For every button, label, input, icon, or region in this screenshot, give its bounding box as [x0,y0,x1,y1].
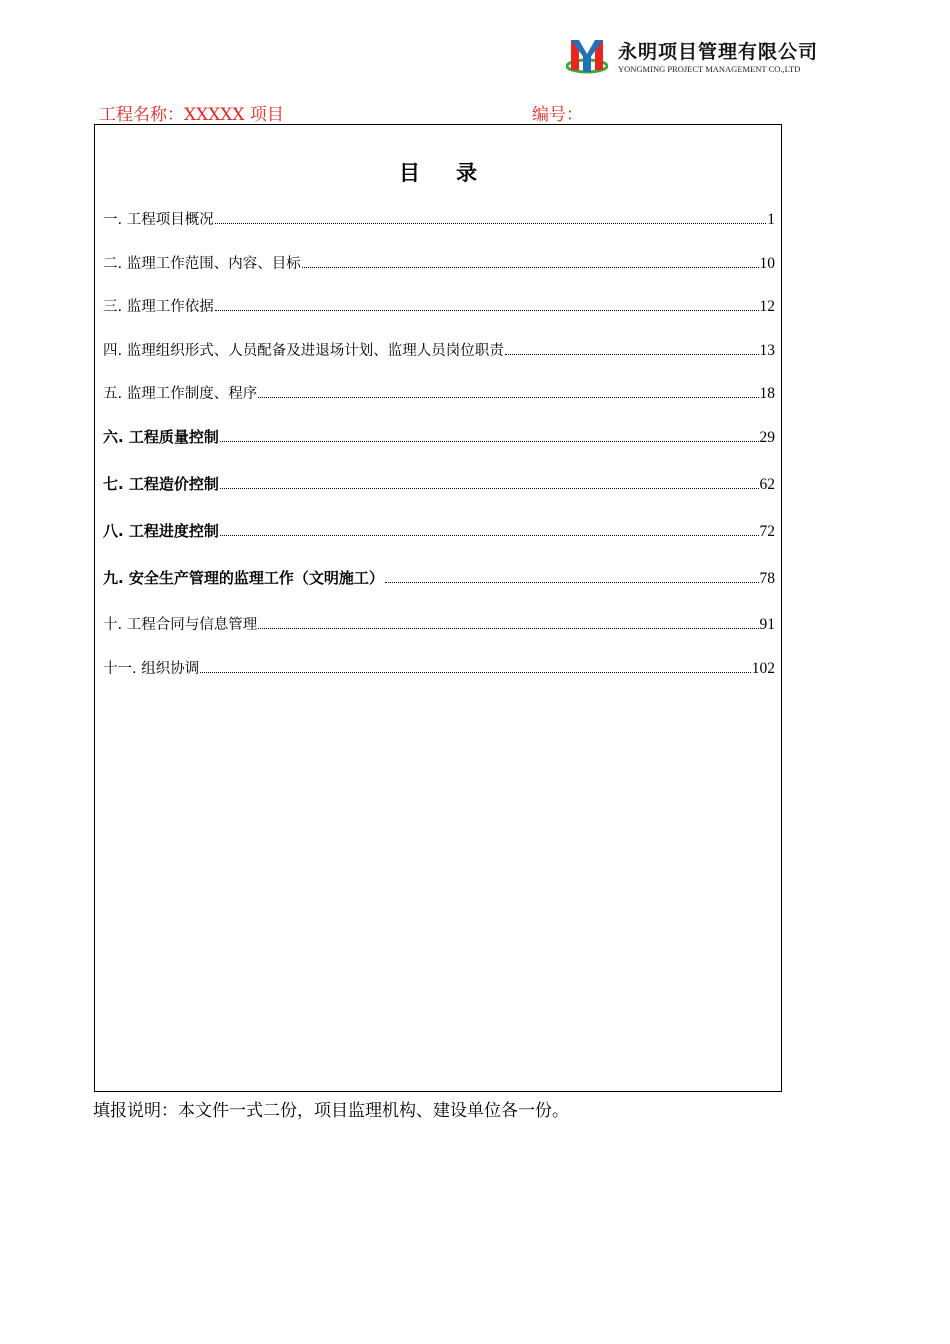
toc-entry-page: 1 [767,211,775,228]
toc-entry-page: 18 [759,385,775,402]
company-logo-icon [566,36,608,76]
toc-dot-leader [302,267,759,268]
toc-entry-page: 102 [751,660,775,677]
document-number-label: 编号： [532,105,583,125]
toc-dot-leader [215,223,767,224]
toc-dot-leader [258,628,758,629]
toc-entry-title: 十一. 组织协调 [103,661,200,677]
toc-entry[interactable] [103,657,775,678]
toc-entry-title: 三. 监理工作依据 [103,299,214,315]
toc-entry-title: 十. 工程合同与信息管理 [103,617,258,633]
toc-entry-title: 六. 工程质量控制 [103,428,219,446]
company-logo [566,36,846,76]
toc-entry-page: 72 [759,523,775,540]
toc-dot-leader [385,582,759,583]
toc-entry-page: 78 [759,570,775,587]
toc-entry[interactable] [103,520,775,541]
toc-entry-page: 62 [759,476,775,493]
toc-dot-leader [220,535,759,536]
toc-entry-title: 二. 监理工作范围、内容、目标 [103,256,301,272]
toc-dot-leader [505,354,759,355]
toc-dot-leader [258,397,758,398]
toc-entry[interactable] [103,382,775,403]
company-name-cn: 永明项目管理有限公司 [618,41,819,63]
toc-entry-page: 10 [759,255,775,272]
toc-entry[interactable] [103,613,775,634]
toc-entry-title: 八. 工程进度控制 [103,522,219,540]
toc-entry-title: 七. 工程造价控制 [103,475,219,493]
toc-dot-leader [220,441,759,442]
toc-entry-title: 五. 监理工作制度、程序 [103,386,258,402]
project-name-label: 工程名称：XXXXX 项目 [99,105,284,125]
toc-dot-leader [200,672,751,673]
toc-entry[interactable] [103,252,775,273]
toc-dot-leader [220,488,759,489]
toc-entry-page: 29 [759,429,775,446]
toc-entry-title: 一. 工程项目概况 [103,212,214,228]
toc-entry[interactable] [103,473,775,494]
toc-entry[interactable] [103,567,775,588]
toc-entry-page: 12 [759,298,775,315]
toc-title: 目录 [399,161,513,185]
toc-entry-title: 九. 安全生产管理的监理工作（文明施工） [103,569,384,587]
toc-entry[interactable] [103,295,775,316]
toc-entry[interactable] [103,208,775,229]
toc-entry[interactable] [103,426,775,447]
filing-note: 填报说明：本文件一式二份，项目监理机构、建设单位各一份。 [93,1101,569,1121]
toc-entry-title: 四. 监理组织形式、人员配备及进退场计划、监理人员岗位职责 [103,343,504,359]
toc-entry[interactable] [103,339,775,360]
toc-dot-leader [215,310,759,311]
toc-entry-page: 13 [759,342,775,359]
company-name-en: YONGMING PROJECT MANAGEMENT CO.,LTD [618,64,801,74]
toc-entry-page: 91 [759,616,775,633]
